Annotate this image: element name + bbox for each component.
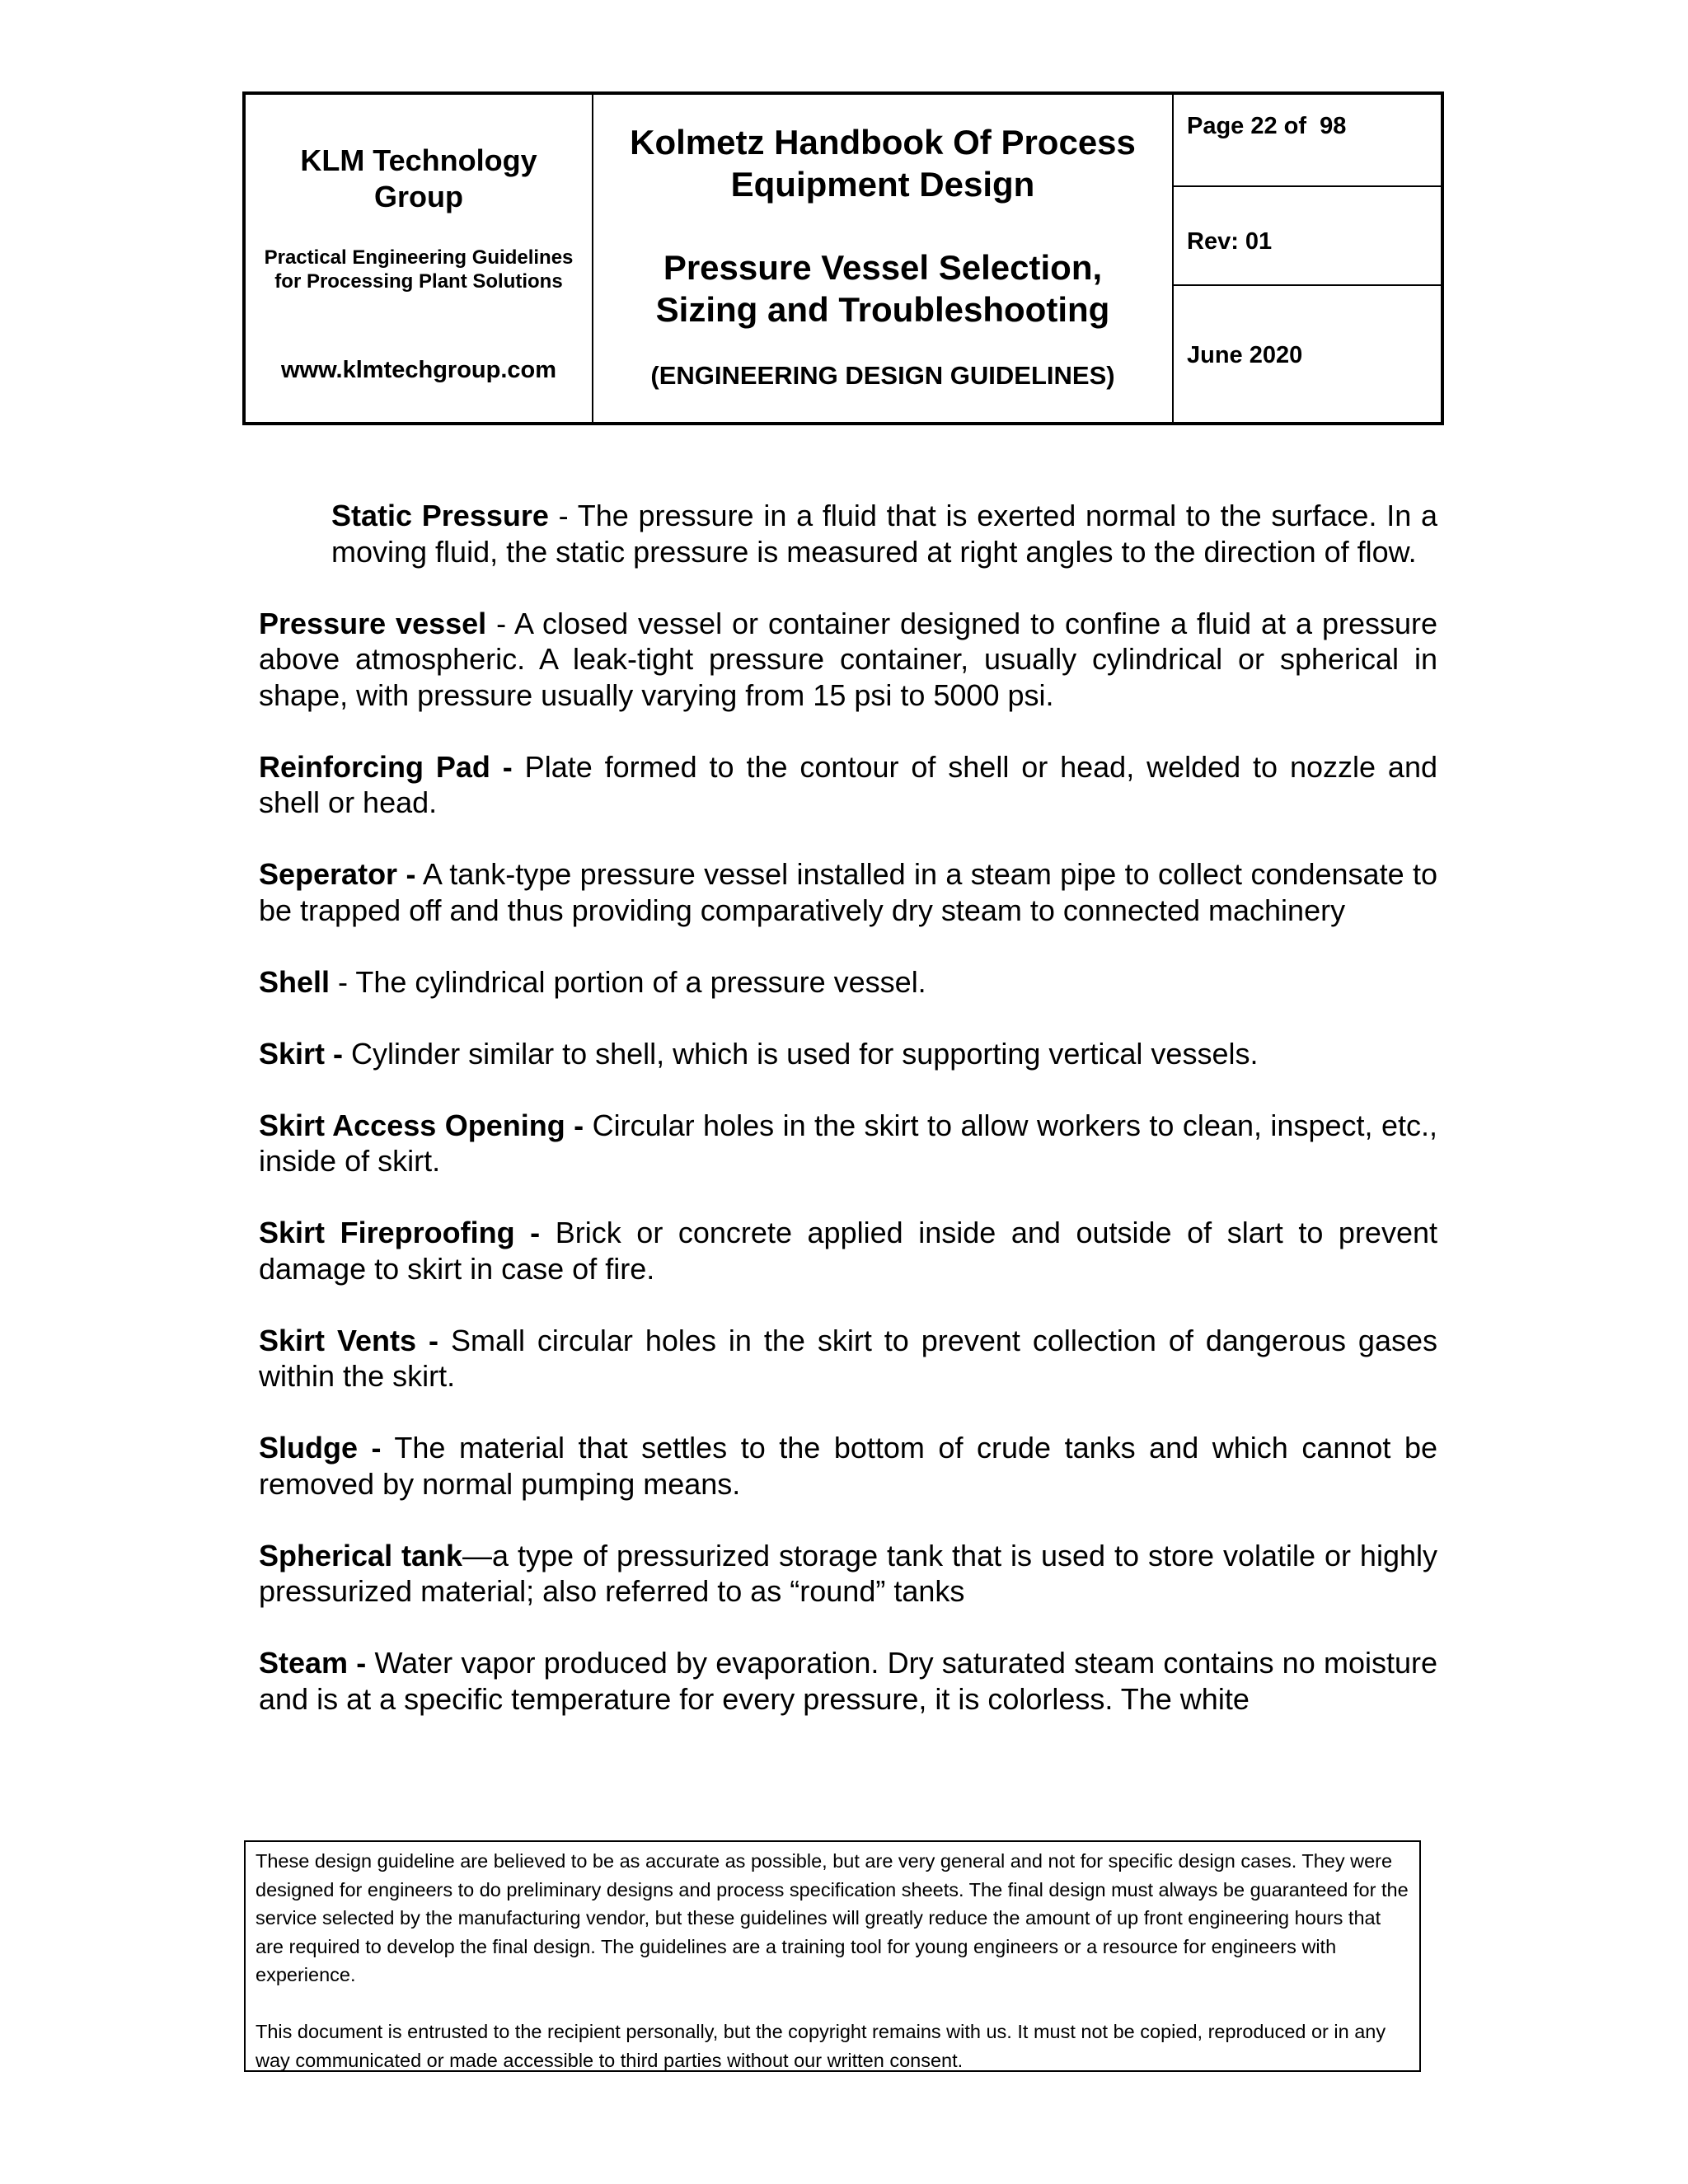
definition-text: - The pressure in a fluid that is exerted normal to the surface. In a moving fluid, the static pressure is measured at right angles to the direction of flow. — [331, 499, 1437, 569]
definition-term: Skirt Fireproofing - — [259, 1216, 541, 1249]
document-date: June 2020 — [1187, 342, 1303, 368]
revision-cell — [1174, 187, 1441, 286]
definition-pressure-vessel — [259, 606, 1437, 714]
definition-term: Steam - — [259, 1646, 367, 1680]
definition-text: Plate formed to the contour of shell or head, welded to nozzle and shell or head. — [259, 749, 1437, 819]
definition-term: Shell — [259, 964, 331, 999]
definition-term: Sludge - — [259, 1431, 382, 1465]
copyright-text: This document is entrusted to the recipient personally, but the copyright remains with us. It must not be copied, reproduced or in any way communicated or made accessible to third parties without our written consent. — [256, 2021, 1386, 2071]
revision: Rev: 01 — [1187, 228, 1273, 255]
disclaimer-box — [244, 1840, 1421, 2072]
definition-text: Cylinder similar to shell, which is used for supporting vertical vessels. — [343, 1036, 1259, 1071]
definition-skirt-fireproofing — [259, 1215, 1437, 1286]
header-meta-cell — [1174, 95, 1441, 422]
definition-text: The material that settles to the bottom of crude tanks and which cannot be removed by normal pumping means. — [259, 1431, 1437, 1501]
definition-reinforcing-pad — [259, 749, 1437, 821]
document-header — [242, 91, 1444, 425]
definition-term: Seperator - — [259, 857, 416, 891]
definition-text: Brick or concrete applied inside and outside of slart to prevent damage to skirt in case of fire. — [259, 1216, 1438, 1286]
definition-steam — [259, 1645, 1437, 1717]
definition-text: Water vapor produced by evaporation. Dry saturated steam contains no moisture and is at a specific temperature for every pressure, it is colorless. The white — [259, 1646, 1437, 1716]
definition-spherical-tank — [259, 1538, 1437, 1610]
company-website: www.klmtechgroup.com — [280, 357, 557, 383]
definition-term: Static Pressure — [331, 499, 549, 532]
definition-skirt — [259, 1036, 1437, 1072]
handbook-title: Kolmetz Handbook Of Process Equipment Design — [630, 123, 1136, 204]
definition-skirt-vents — [259, 1323, 1437, 1394]
definition-text: Circular holes in the skirt to allow workers to clean, inspect, etc., inside of skirt. — [259, 1108, 1437, 1178]
document-title: Pressure Vessel Selection, Sizing and Troubleshooting — [655, 248, 1110, 329]
header-company-cell — [246, 95, 593, 422]
definition-term: Reinforcing Pad - — [259, 749, 513, 784]
definition-static-pressure — [259, 498, 1437, 569]
definition-text: - A closed vessel or container designed to confine a fluid at a pressure above atmospheric. A leak-tight pressure container, usually cylindrical or spherical in shape, with pressure usually varying from 15 psi to 5000 psi. — [259, 606, 1438, 712]
definition-seperator — [259, 856, 1437, 928]
definition-term: Skirt Vents - — [259, 1323, 438, 1357]
date-cell — [1174, 286, 1441, 422]
definition-text: - The cylindrical portion of a pressure vessel. — [330, 964, 926, 999]
definitions-list — [259, 498, 1437, 1753]
definition-term: Spherical tank — [259, 1538, 463, 1572]
document-type: (ENGINEERING DESIGN GUIDELINES) — [650, 361, 1115, 390]
definition-text: —a type of pressurized storage tank that is used to store volatile or highly pressurized material; also referred to as “round” tanks — [259, 1538, 1437, 1608]
definition-shell — [259, 964, 1437, 1001]
company-tagline: Practical Engineering Guidelines for Processing Plant Solutions — [264, 246, 574, 293]
page-number-cell — [1174, 95, 1441, 187]
definition-term: Pressure vessel — [259, 606, 487, 640]
company-name: KLM Technology Group — [300, 143, 537, 213]
definition-skirt-access-opening — [259, 1108, 1437, 1179]
definition-text: Small circular holes in the skirt to prevent collection of dangerous gases within the skirt. — [259, 1323, 1437, 1393]
definition-text: A tank-type pressure vessel installed in a steam pipe to collect condensate to be trapped off and thus providing comparatively dry steam to connected machinery — [259, 857, 1437, 927]
definition-sludge — [259, 1430, 1437, 1502]
page-number: Page 22 of 98 — [1187, 113, 1347, 139]
header-title-cell — [593, 95, 1174, 422]
disclaimer-text: These design guideline are believed to be as accurate as possible, but are very general and not for specific design cases. They were designed for engineers to do preliminary designs and process specification sheets. The final design must always be guaranteed for the service selected by the manufacturing vendor, but these guidelines will greatly reduce the amount of up front engineering hours that are required to develop the final design. The guidelines are a training tool for young engineers or a resource for engineers with experience. — [256, 1850, 1409, 1985]
definition-term: Skirt Access Opening - — [259, 1108, 584, 1142]
definition-term: Skirt - — [259, 1036, 344, 1071]
